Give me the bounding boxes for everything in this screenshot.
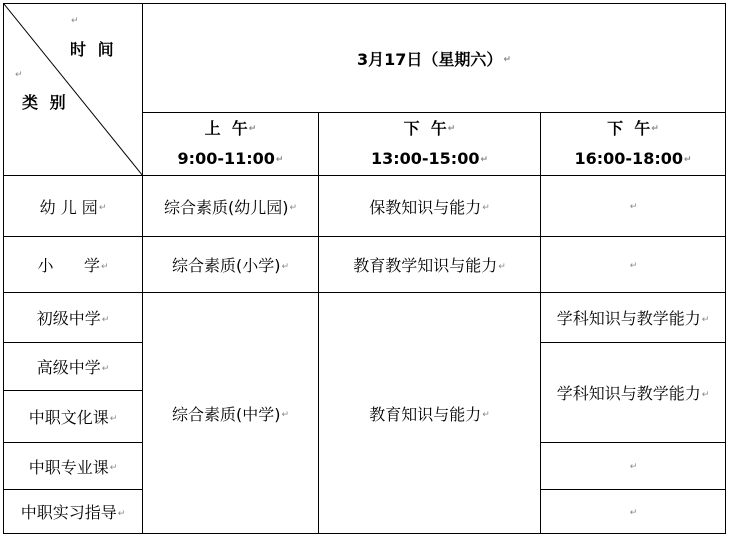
return-mark-icon: ↵ — [109, 413, 118, 424]
category-label: 初级中学 — [36, 309, 101, 328]
return-mark-icon: ↵ — [281, 261, 290, 272]
return-mark-icon: ↵ — [701, 314, 710, 325]
return-mark-icon: ↵ — [101, 314, 110, 325]
category-cell — [4, 293, 143, 343]
subject-label: 综合素质(中学) — [171, 404, 281, 424]
date-label: 3月17日（星期六） — [357, 49, 503, 69]
category-label: 中职文化课 — [28, 408, 109, 427]
return-mark-icon: ↵ — [447, 124, 456, 134]
corner-header-cell — [4, 4, 143, 176]
category-cell — [4, 490, 143, 534]
empty-cell — [541, 490, 726, 534]
category-label: 中职实习指导 — [20, 503, 117, 522]
session-time-2: 13:00-15:00 — [370, 149, 480, 168]
exam-schedule-table-wrapper — [3, 3, 725, 533]
return-mark-icon: ↵ — [629, 260, 638, 271]
category-cell — [4, 237, 143, 293]
return-mark-icon: ↵ — [629, 202, 638, 212]
return-mark-icon: ↵ — [289, 203, 298, 213]
return-mark-icon: ↵ — [482, 410, 490, 420]
merged-subject-cell-3 — [541, 343, 726, 443]
return-mark-icon: ↵ — [629, 462, 638, 472]
subject-label: 学科知识与教学能力 — [556, 309, 701, 328]
subject-label: 保教知识与能力 — [369, 197, 482, 217]
return-mark-icon: ↵ — [503, 55, 511, 65]
subject-label: 综合素质(小学) — [171, 256, 281, 275]
return-mark-icon: ↵ — [98, 203, 107, 213]
return-mark-icon: ↵ — [275, 154, 284, 165]
subject-label: 教育教学知识与能力 — [353, 256, 498, 275]
category-cell — [4, 443, 143, 490]
subject-cell — [319, 237, 541, 293]
empty-cell — [541, 237, 726, 293]
session-time-3: 16:00-18:00 — [574, 149, 683, 168]
subject-cell — [319, 176, 541, 237]
session-header-2 — [319, 113, 541, 176]
return-mark-icon: ↵ — [651, 124, 659, 134]
category-label: 小 学 — [37, 256, 100, 275]
subject-cell — [541, 293, 726, 343]
category-label: 高级中学 — [36, 358, 101, 377]
category-label: 幼 儿 园 — [39, 197, 98, 217]
exam-schedule-table — [3, 3, 726, 534]
subject-label: 学科知识与教学能力 — [556, 384, 701, 403]
session-name-1: 上 午 — [204, 118, 248, 138]
return-mark-icon: ↵ — [117, 508, 126, 519]
merged-subject-cell-1 — [143, 293, 319, 534]
return-mark-icon: ↵ — [100, 261, 109, 272]
session-header-3 — [541, 113, 726, 176]
session-time-1: 9:00-11:00 — [177, 149, 275, 168]
subject-cell — [143, 237, 319, 293]
category-cell — [4, 391, 143, 443]
table-row — [4, 237, 726, 293]
corner-time-label: 时 间 — [70, 40, 117, 59]
return-mark-icon: ↵ — [15, 70, 23, 80]
table-row — [4, 293, 726, 343]
return-mark-icon: ↵ — [683, 154, 692, 165]
category-cell — [4, 176, 143, 237]
empty-cell — [541, 176, 726, 237]
session-name-3: 下 午 — [607, 118, 651, 138]
return-mark-icon: ↵ — [248, 124, 257, 134]
return-mark-icon: ↵ — [482, 203, 490, 213]
empty-cell — [541, 443, 726, 490]
return-mark-icon: ↵ — [480, 154, 489, 165]
session-name-2: 下 午 — [403, 118, 447, 138]
category-cell — [4, 343, 143, 391]
table-row — [4, 176, 726, 237]
date-header-cell — [143, 4, 726, 113]
subject-label: 综合素质(幼儿园) — [163, 197, 289, 217]
merged-subject-cell-2 — [319, 293, 541, 534]
category-label: 中职专业课 — [28, 457, 109, 477]
return-mark-icon: ↵ — [71, 16, 79, 26]
subject-label: 教育知识与能力 — [369, 404, 482, 424]
return-mark-icon: ↵ — [701, 389, 710, 400]
return-mark-icon: ↵ — [281, 410, 290, 420]
return-mark-icon: ↵ — [101, 363, 110, 374]
return-mark-icon: ↵ — [109, 463, 118, 473]
return-mark-icon: ↵ — [629, 507, 638, 518]
corner-category-label: 类 别 — [22, 93, 69, 112]
return-mark-icon: ↵ — [498, 261, 506, 272]
session-header-1 — [143, 113, 319, 176]
subject-cell — [143, 176, 319, 237]
